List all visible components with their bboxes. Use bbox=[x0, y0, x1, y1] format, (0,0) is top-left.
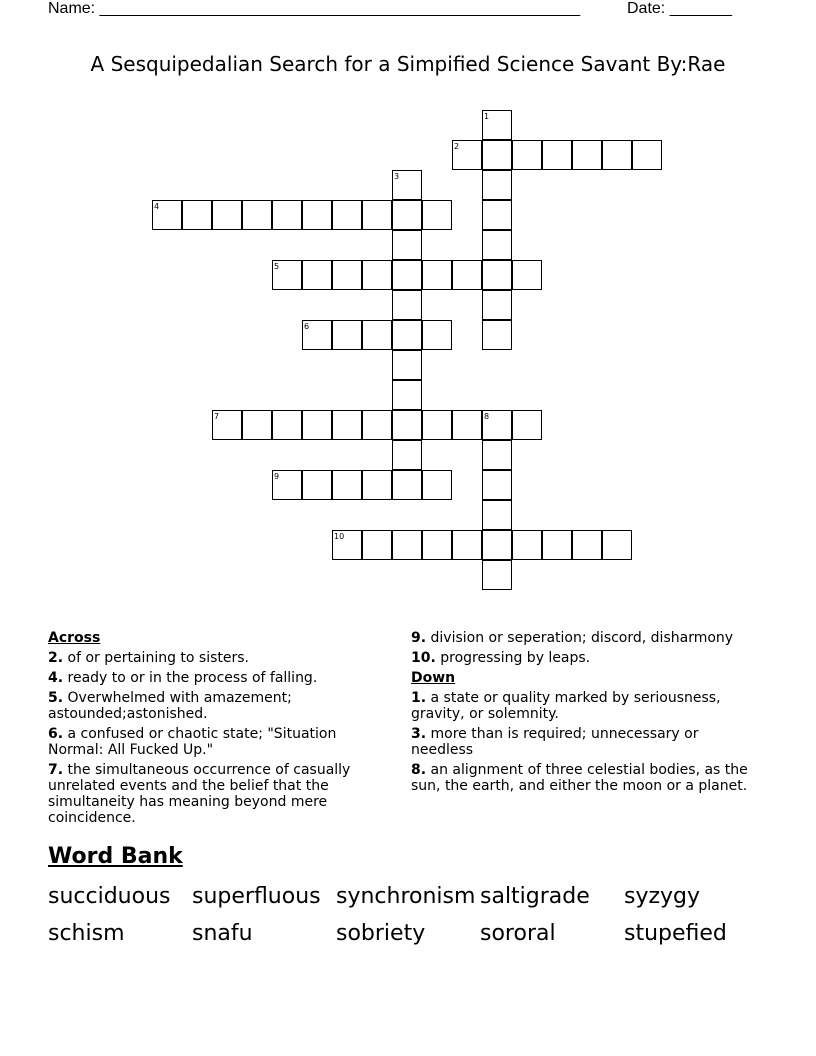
clue-across-7: 7. the simultaneous occurrence of casually unrelated events and the belief that the simultaneity has meaning beyond mere coincidence. bbox=[48, 762, 351, 826]
clues-right-column bbox=[411, 630, 761, 798]
down-heading: Down bbox=[411, 670, 456, 686]
crossword-cell[interactable] bbox=[272, 410, 302, 440]
crossword-cell[interactable] bbox=[392, 530, 422, 560]
word-bank-word: synchronism bbox=[336, 884, 476, 909]
crossword-cell[interactable] bbox=[482, 560, 512, 590]
crossword-cell[interactable] bbox=[332, 260, 362, 290]
crossword-cell[interactable] bbox=[482, 440, 512, 470]
crossword-cell[interactable] bbox=[392, 320, 422, 350]
clue-down-1: 1. a state or quality marked by seriousness, gravity, or solemnity. bbox=[411, 690, 721, 722]
clue-number-label: 3 bbox=[394, 172, 400, 181]
crossword-cell[interactable] bbox=[182, 200, 212, 230]
crossword-cell[interactable] bbox=[362, 320, 392, 350]
crossword-cell[interactable] bbox=[482, 140, 512, 170]
crossword-cell[interactable] bbox=[632, 140, 662, 170]
clue-across-2: 2. of or pertaining to sisters. bbox=[48, 650, 250, 666]
crossword-cell[interactable] bbox=[482, 260, 512, 290]
crossword-cell[interactable] bbox=[392, 380, 422, 410]
crossword-cell[interactable] bbox=[542, 140, 572, 170]
crossword-cell[interactable] bbox=[482, 470, 512, 500]
crossword-cell[interactable] bbox=[482, 230, 512, 260]
clue-number-label: 10 bbox=[334, 532, 345, 541]
clue-number-label: 2 bbox=[454, 142, 460, 151]
crossword-cell[interactable] bbox=[362, 200, 392, 230]
crossword-cell[interactable] bbox=[302, 260, 332, 290]
crossword-cell[interactable] bbox=[392, 290, 422, 320]
clue-number-label: 8 bbox=[484, 412, 490, 421]
crossword-cell[interactable] bbox=[302, 200, 332, 230]
crossword-cell[interactable] bbox=[482, 200, 512, 230]
word-bank-word: schism bbox=[48, 921, 125, 946]
crossword-cell[interactable] bbox=[512, 410, 542, 440]
crossword-cell[interactable] bbox=[332, 200, 362, 230]
clue-across-9: 9. division or seperation; discord, disharmony bbox=[411, 630, 734, 646]
word-bank-word: sobriety bbox=[336, 921, 426, 946]
clue-across-10: 10. progressing by leaps. bbox=[411, 650, 591, 666]
crossword-cell[interactable] bbox=[512, 260, 542, 290]
crossword-cell[interactable] bbox=[602, 140, 632, 170]
crossword-cell[interactable] bbox=[572, 140, 602, 170]
crossword-cell[interactable] bbox=[482, 170, 512, 200]
crossword-cell[interactable] bbox=[422, 260, 452, 290]
crossword-cell[interactable] bbox=[392, 440, 422, 470]
crossword-cell[interactable] bbox=[302, 470, 332, 500]
word-bank-word: superfluous bbox=[192, 884, 321, 909]
crossword-cell[interactable] bbox=[422, 200, 452, 230]
crossword-cell[interactable] bbox=[362, 260, 392, 290]
crossword-cell[interactable] bbox=[362, 410, 392, 440]
across-heading: Across bbox=[48, 630, 101, 646]
page-title: A Sesquipedalian Search for a Simpified Science Savant By:Rae bbox=[90, 52, 726, 76]
crossword-cell[interactable] bbox=[452, 410, 482, 440]
crossword-cell[interactable] bbox=[212, 200, 242, 230]
clue-number-label: 9 bbox=[274, 472, 280, 481]
crossword-cell[interactable] bbox=[542, 530, 572, 560]
crossword-cell[interactable] bbox=[392, 260, 422, 290]
crossword-cell[interactable] bbox=[422, 410, 452, 440]
crossword-cell[interactable] bbox=[392, 200, 422, 230]
crossword-cell[interactable] bbox=[422, 320, 452, 350]
crossword-cell[interactable] bbox=[302, 410, 332, 440]
crossword-cell[interactable] bbox=[482, 530, 512, 560]
crossword-cell[interactable] bbox=[602, 530, 632, 560]
word-bank-title: Word Bank bbox=[48, 844, 183, 869]
crossword-cell[interactable] bbox=[512, 140, 542, 170]
crossword-cell[interactable] bbox=[332, 410, 362, 440]
clue-number-label: 4 bbox=[154, 202, 160, 211]
clue-down-8: 8. an alignment of three celestial bodies, as the sun, the earth, and either the moon or a planet. bbox=[411, 762, 748, 794]
clue-number-label: 5 bbox=[274, 262, 280, 271]
crossword-cell[interactable] bbox=[482, 290, 512, 320]
clue-across-5: 5. Overwhelmed with amazement; astounded;astonished. bbox=[48, 690, 292, 722]
word-bank-word: sororal bbox=[480, 921, 556, 946]
crossword-cell[interactable] bbox=[362, 470, 392, 500]
crossword-cell[interactable] bbox=[512, 530, 542, 560]
word-bank-word: snafu bbox=[192, 921, 253, 946]
crossword-cell[interactable] bbox=[422, 530, 452, 560]
crossword-cell[interactable] bbox=[452, 530, 482, 560]
word-bank-word: succiduous bbox=[48, 884, 171, 909]
crossword-cell[interactable] bbox=[242, 200, 272, 230]
crossword-cell[interactable] bbox=[422, 470, 452, 500]
crossword-cell[interactable] bbox=[392, 410, 422, 440]
crossword-cell[interactable] bbox=[392, 470, 422, 500]
clue-down-3: 3. more than is required; unnecessary or needless bbox=[411, 726, 699, 758]
clues-left-column bbox=[48, 630, 388, 830]
crossword-cell[interactable] bbox=[242, 410, 272, 440]
word-bank-word: saltigrade bbox=[480, 884, 590, 909]
crossword-cell[interactable] bbox=[572, 530, 602, 560]
crossword-cell[interactable] bbox=[392, 230, 422, 260]
crossword-cell[interactable] bbox=[392, 350, 422, 380]
word-bank-word: stupefied bbox=[624, 921, 727, 946]
clue-across-4: 4. ready to or in the process of falling. bbox=[48, 670, 318, 686]
clue-number-label: 7 bbox=[214, 412, 220, 421]
name-field-label: Name: ______________________________________________________ bbox=[48, 0, 581, 17]
crossword-cell[interactable] bbox=[272, 200, 302, 230]
crossword-cell[interactable] bbox=[482, 500, 512, 530]
crossword-cell[interactable] bbox=[452, 260, 482, 290]
crossword-cell[interactable] bbox=[482, 320, 512, 350]
crossword-cell[interactable] bbox=[332, 470, 362, 500]
clue-number-label: 1 bbox=[484, 112, 490, 121]
date-field-label: Date: _______ bbox=[627, 0, 732, 17]
word-bank-word: syzygy bbox=[624, 884, 701, 909]
crossword-cell[interactable] bbox=[362, 530, 392, 560]
clue-number-label: 6 bbox=[304, 322, 310, 331]
clue-across-6: 6. a confused or chaotic state; "Situation Normal: All Fucked Up." bbox=[48, 726, 337, 758]
crossword-cell[interactable] bbox=[332, 320, 362, 350]
